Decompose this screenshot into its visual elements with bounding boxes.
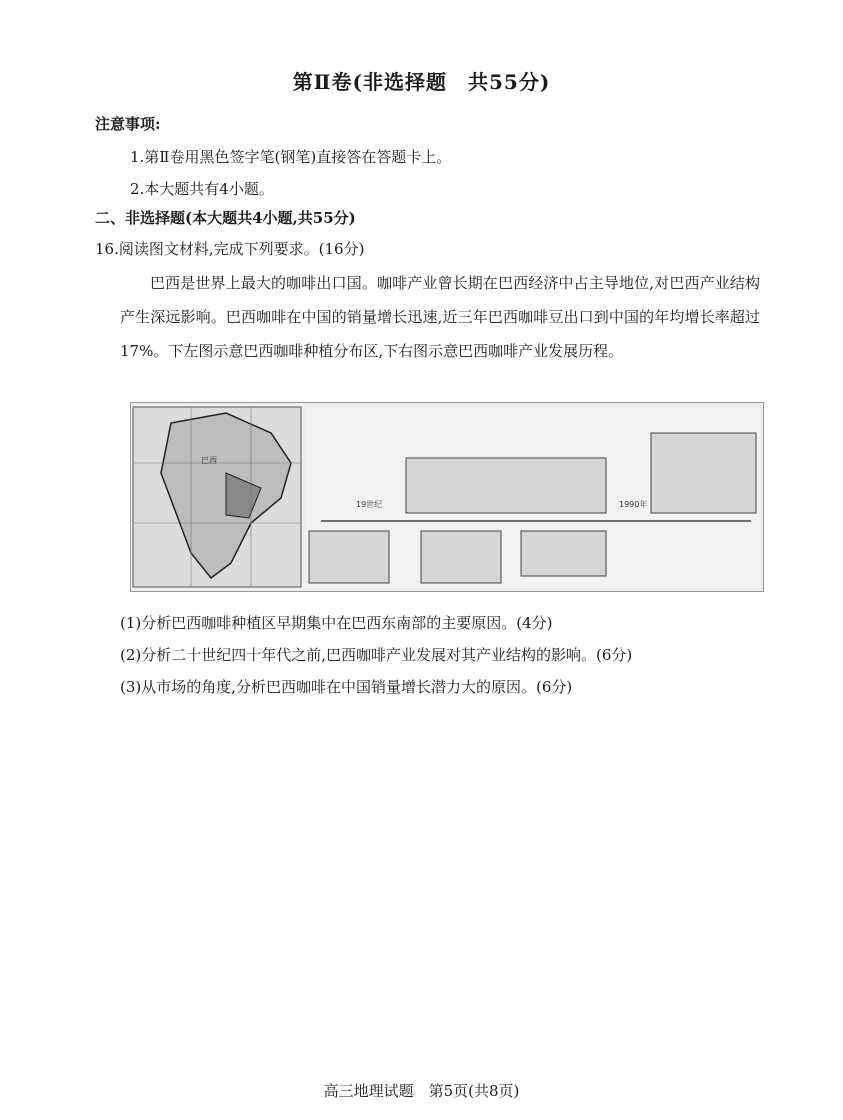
question-16-sub-2: (2)分析二十世纪四十年代之前,巴西咖啡产业发展对其产业结构的影响。(6分) xyxy=(120,646,633,664)
question-16-sub-1: (1)分析巴西咖啡种植区早期集中在巴西东南部的主要原因。(4分) xyxy=(120,614,553,632)
brazil-map xyxy=(133,407,301,587)
timeline-year-1: 19世纪 xyxy=(356,500,383,509)
timeline-box-bottom-1 xyxy=(309,531,389,583)
timeline-box-top-2 xyxy=(651,433,756,513)
section-title: 第Ⅱ卷(非选择题 共55分) xyxy=(292,70,551,94)
notice-heading: 注意事项: xyxy=(95,115,161,133)
page-footer: 高三地理试题 第5页(共8页) xyxy=(323,1082,520,1100)
timeline-box-bottom-2 xyxy=(421,531,501,583)
map-label: 巴西 xyxy=(201,456,217,465)
question-16-sub-3: (3)从市场的角度,分析巴西咖啡在中国销量增长潜力大的原因。(6分) xyxy=(120,678,573,696)
timeline-box-bottom-3 xyxy=(521,531,606,576)
timeline-year-2: 1990年 xyxy=(619,500,648,509)
figure-graphic xyxy=(131,403,763,591)
section-heading: 二、非选择题(本大题共4小题,共55分) xyxy=(95,209,356,227)
question-16-stem: 16.阅读图文材料,完成下列要求。(16分) xyxy=(95,240,365,258)
notice-item-1: 1.第Ⅱ卷用黑色签字笔(钢笔)直接答在答题卡上。 xyxy=(130,148,452,166)
notice-item-2: 2.本大题共有4小题。 xyxy=(130,180,274,198)
coffee-timeline xyxy=(306,407,761,587)
question-16-material: 巴西是世界上最大的咖啡出口国。咖啡产业曾长期在巴西经济中占主导地位,对巴西产业结构产生深远影响。巴西咖啡在中国的销量增长迅速,近三年巴西咖啡豆出口到中国的年均增长率超过17%。下左图示意巴西咖啡种植分布区,下右图示意巴西咖啡产业发展历程。 xyxy=(120,274,760,360)
brazil-coffee-figure xyxy=(130,402,764,592)
timeline-box-top-1 xyxy=(406,458,606,513)
